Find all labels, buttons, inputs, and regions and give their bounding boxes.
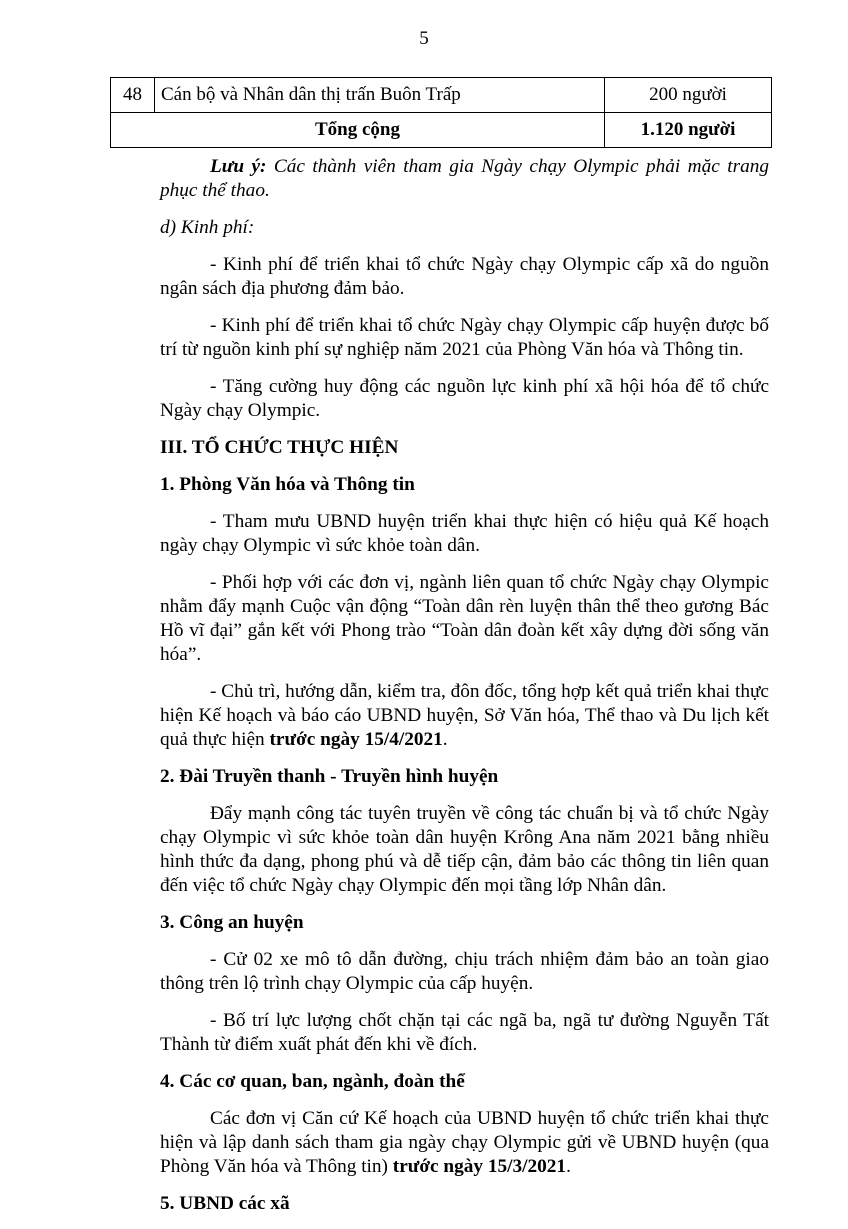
total-row: [111, 113, 772, 148]
subsection-2-text: Đẩy mạnh công tác tuyên truyền về công tác chuẩn bị và tổ chức Ngày chạy Olympic vì sức khỏe toàn dân huyện Krông Ana năm 2021 bằng nhiều hình thức đa dạng, phong phú và dễ tiếp cận, đảm bảo các thông tin liên quan đến việc tổ chức Ngày chạy Olympic đến mọi tầng lớp Nhân dân.: [160, 803, 769, 896]
funding-item-3: - Tăng cường huy động các nguồn lực kinh phí xã hội hóa để tổ chức Ngày chạy Olympic.: [160, 376, 769, 421]
subsection-1-item-2: - Phối hợp với các đơn vị, ngành liên quan tổ chức Ngày chạy Olympic nhằm đẩy mạnh Cuộc vận động “Toàn dân rèn luyện thân thể theo gương Bác Hồ vĩ đại” gắn kết với Phong trào “Toàn dân đoàn kết xây dựng đời sống văn hóa”.: [160, 572, 769, 665]
note-label: Lưu ý:: [210, 156, 267, 177]
note-paragraph: [160, 155, 769, 203]
subsection-4-text: [160, 1107, 769, 1179]
subsection-4-heading: 4. Các cơ quan, ban, ngành, đoàn thể: [160, 1071, 465, 1092]
participant-table: [110, 77, 772, 148]
section-3-heading: III. TỔ CHỨC THỰC HIỆN: [160, 437, 399, 458]
item-3-end: .: [442, 729, 448, 750]
subsection-4-deadline: trước ngày 15/3/2021: [392, 1156, 567, 1177]
document-body: [160, 155, 769, 1229]
total-label: Tổng cộng: [111, 113, 605, 148]
subsection-3-item-1: - Cử 02 xe mô tô dẫn đường, chịu trách nhiệm đảm bảo an toàn giao thông trên lộ trình chạy Olympic của cấp huyện.: [160, 949, 769, 994]
funding-heading: d) Kinh phí:: [160, 217, 255, 238]
total-value: 1.120 người: [605, 113, 772, 148]
subsection-2-heading: 2. Đài Truyền thanh - Truyền hình huyện: [160, 766, 499, 787]
subsection-5-heading: 5. UBND các xã: [160, 1193, 290, 1214]
funding-item-1: - Kinh phí để triển khai tổ chức Ngày chạy Olympic cấp xã do nguồn ngân sách địa phương đảm bảo.: [160, 254, 769, 299]
note-text: Các thành viên tham gia Ngày chạy Olympic phải mặc trang phục thể thao.: [160, 156, 770, 201]
subsection-3-heading: 3. Công an huyện: [160, 912, 304, 933]
page-number: 5: [419, 28, 429, 49]
subsection-1-item-3: [160, 680, 769, 752]
subsection-1-heading: 1. Phòng Văn hóa và Thông tin: [160, 474, 415, 495]
funding-item-2: - Kinh phí để triển khai tổ chức Ngày chạy Olympic cấp huyện được bố trí từ nguồn kinh phí sự nghiệp năm 2021 của Phòng Văn hóa và Thông tin.: [160, 315, 769, 360]
row-name: Cán bộ và Nhân dân thị trấn Buôn Trấp: [155, 78, 605, 113]
subsection-4-end: .: [566, 1156, 571, 1177]
subsection-4-body: Các đơn vị Căn cứ Kế hoạch của UBND huyện tổ chức triển khai thực hiện và lập danh sách tham gia ngày chạy Olympic gửi về UBND huyện (qua Phòng Văn hóa và Thông tin): [160, 1108, 769, 1177]
subsection-3-item-2: - Bố trí lực lượng chốt chặn tại các ngã ba, ngã tư đường Nguyễn Tất Thành từ điểm xuất phát đến khi về đích.: [160, 1010, 769, 1055]
item-3-text: - Chủ trì, hướng dẫn, kiểm tra, đôn đốc, tổng hợp kết quả triển khai thực hiện Kế hoạch và báo cáo UBND huyện, Sở Văn hóa, Thể thao và Du lịch kết quả thực hiện: [160, 681, 769, 750]
row-number: 48: [111, 78, 155, 113]
subsection-1-item-1: - Tham mưu UBND huyện triển khai thực hiện có hiệu quả Kế hoạch ngày chạy Olympic vì sức khỏe toàn dân.: [160, 511, 769, 556]
row-count: 200 người: [605, 78, 772, 113]
item-3-deadline: trước ngày 15/4/2021: [269, 729, 443, 750]
table-row: [111, 78, 772, 113]
